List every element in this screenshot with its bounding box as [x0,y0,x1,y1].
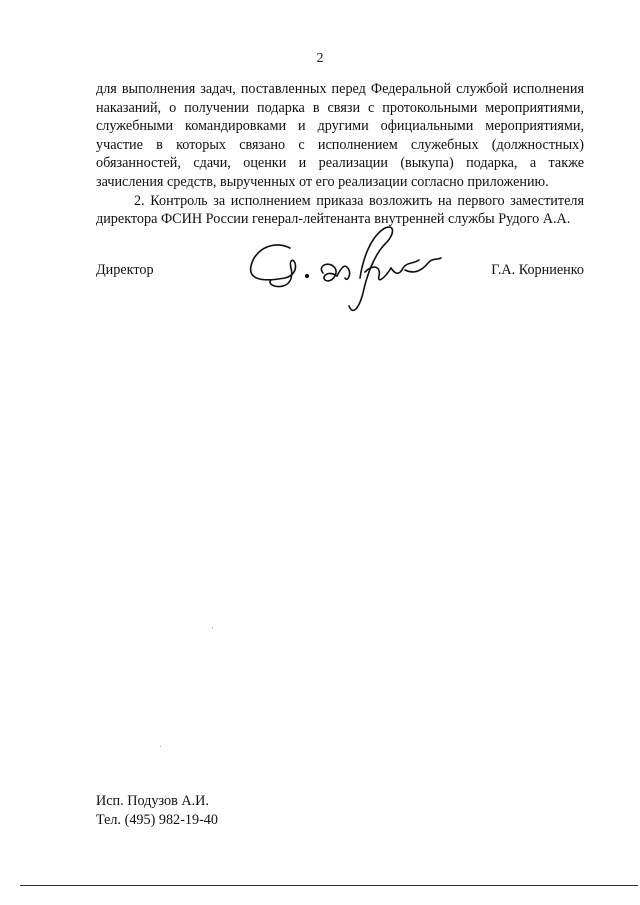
paragraph-continuation: для выполнения задач, поставленных перед Федеральной службой исполнения наказаний, о получении подарка в связи с протокольными мероприятиями, служебными командировками и другими официальными мероприятиями, участие в которых связано с исполнением служебных (должностных) обязанностей, сдачи, оценки и реализации (выкупа) подарка, а также зачисления средств, вырученных от его реализации согласно приложению. [96,81,584,190]
executor-name: Исп. Подузов А.И. [96,793,209,809]
scan-speck [160,746,161,747]
handwritten-signature [245,218,445,318]
scan-speck [212,627,213,628]
page-bottom-divider [20,885,638,886]
paragraph-control: 2. Контроль за исполнением приказа возложить на первого заместителя директора ФСИН России генерал-лейтенанта внутренней службы Рудого А.А. [96,192,584,228]
document-body [96,80,584,229]
executor-phone: Тел. (495) 982-19-40 [96,812,218,828]
page-number: 2 [316,51,324,66]
signer-title: Директор [96,262,154,278]
executor-block [96,792,218,830]
signer-name: Г.А. Корниенко [491,262,584,278]
